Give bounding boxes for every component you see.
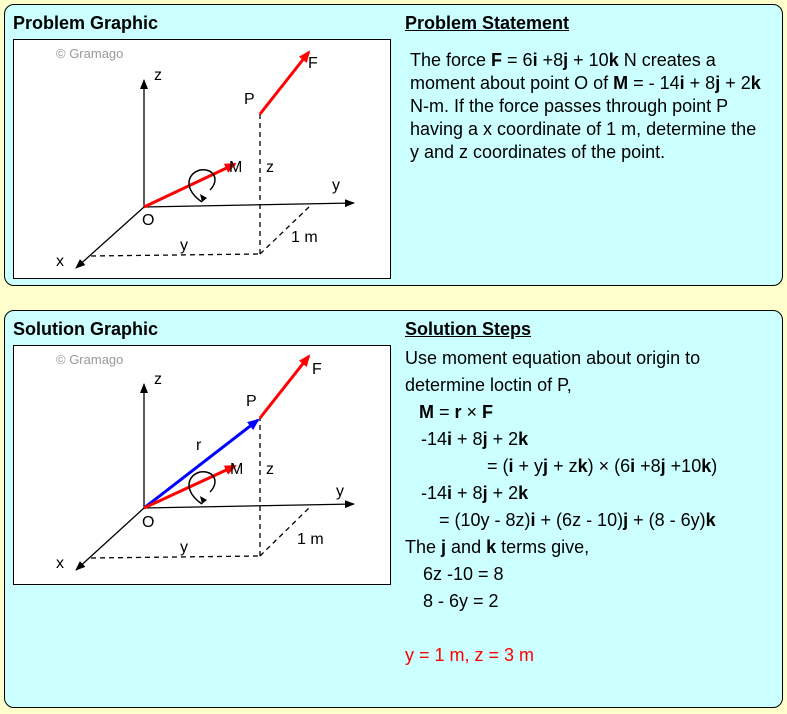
problem-statement-heading: Problem Statement bbox=[405, 13, 570, 33]
problem-graphic-heading: Problem Graphic bbox=[13, 13, 159, 33]
force-vector bbox=[260, 356, 309, 418]
label-moment: M bbox=[229, 159, 243, 176]
x-axis bbox=[76, 508, 144, 570]
label-moment: M bbox=[230, 461, 244, 478]
bold-symbol: j bbox=[543, 456, 549, 476]
solution-panel bbox=[4, 310, 783, 708]
label-x-axis: x bbox=[56, 253, 64, 270]
label-y-dim: y bbox=[180, 237, 188, 254]
text-run: + (6z - 10) bbox=[535, 510, 624, 530]
label-z-axis: z bbox=[154, 67, 162, 84]
bold-symbol: M bbox=[613, 73, 629, 93]
text-run: + 10 bbox=[568, 50, 609, 70]
text-run: 6z -10 = 8 bbox=[423, 564, 504, 584]
bold-symbol: i bbox=[508, 456, 514, 476]
y-axis bbox=[144, 504, 354, 508]
solution-diagram bbox=[14, 346, 390, 584]
text-run: + z bbox=[548, 456, 578, 476]
bold-symbol: k bbox=[577, 456, 588, 476]
text-run: + 2 bbox=[487, 429, 519, 449]
y-axis bbox=[144, 203, 354, 207]
solution-steps-heading: Solution Steps bbox=[405, 319, 531, 339]
label-force: F bbox=[312, 361, 322, 378]
text-run: N-m. If the force passes through point P having a x coordinate of 1 m, determine the y and z coordinates of the point. bbox=[410, 96, 757, 162]
solution-step-line bbox=[405, 345, 780, 372]
bold-symbol: i bbox=[530, 510, 536, 530]
problem-diagram bbox=[14, 40, 390, 278]
text-run: -14 bbox=[421, 429, 448, 449]
answer: y = 1 m, z = 3 m bbox=[405, 645, 535, 665]
solution-graphic-heading: Solution Graphic bbox=[13, 319, 159, 339]
text-run: + 8 bbox=[452, 429, 483, 449]
text-run: +10 bbox=[665, 456, 702, 476]
text-run: +8 bbox=[537, 50, 564, 70]
bold-symbol: j bbox=[563, 50, 569, 70]
label-x-axis: x bbox=[56, 555, 64, 572]
solution-step-line bbox=[405, 372, 780, 399]
text-run: + (8 - 6y) bbox=[628, 510, 706, 530]
text-run: 8 - 6y = 2 bbox=[423, 591, 499, 611]
label-z-axis: z bbox=[154, 371, 162, 388]
solution-steps bbox=[405, 345, 780, 669]
solution-step-line bbox=[405, 561, 780, 588]
label-origin: O bbox=[142, 212, 155, 229]
label-r: r bbox=[196, 437, 202, 454]
label-origin: O bbox=[142, 514, 155, 531]
bold-symbol: F bbox=[482, 402, 494, 422]
bold-symbol: j bbox=[441, 537, 447, 557]
bold-symbol: i bbox=[447, 429, 453, 449]
solution-step-line bbox=[405, 507, 780, 534]
bold-symbol: j bbox=[623, 510, 629, 530]
text-run: ) × (6 bbox=[587, 456, 631, 476]
solution-graphic bbox=[13, 345, 391, 585]
force-vector bbox=[260, 52, 309, 114]
bold-symbol: k bbox=[750, 73, 761, 93]
label-y-axis: y bbox=[336, 483, 344, 500]
solution-step-line bbox=[405, 426, 780, 453]
text-run: -14 bbox=[421, 483, 448, 503]
y-dim-line bbox=[91, 556, 260, 558]
bold-symbol: r bbox=[454, 402, 462, 422]
label-z-dim: z bbox=[266, 461, 274, 478]
solution-step-line bbox=[405, 534, 780, 561]
text-run: + 2 bbox=[487, 483, 519, 503]
problem-panel bbox=[4, 4, 783, 286]
problem-graphic bbox=[13, 39, 391, 279]
solution-step-line bbox=[405, 588, 780, 615]
watermark: © Gramago bbox=[56, 352, 124, 367]
bold-symbol: i bbox=[447, 483, 453, 503]
text-run: N creates a moment about point O of bbox=[410, 50, 716, 93]
text-run: = ( bbox=[487, 456, 509, 476]
solution-step-line bbox=[405, 399, 780, 426]
text-run: and bbox=[446, 537, 487, 557]
text-run: Use moment equation about origin to bbox=[405, 348, 701, 368]
bold-symbol: k bbox=[486, 537, 497, 557]
bold-symbol: j bbox=[482, 483, 488, 503]
bold-symbol: k bbox=[705, 510, 716, 530]
label-z-dim: z bbox=[266, 159, 274, 176]
text-run: determine loctin of P, bbox=[405, 375, 572, 395]
problem-statement bbox=[410, 49, 770, 164]
label-1m: 1 m bbox=[291, 229, 318, 246]
text-run: The bbox=[405, 537, 442, 557]
text-run: The force bbox=[410, 50, 492, 70]
label-1m: 1 m bbox=[297, 531, 324, 548]
text-run: + 8 bbox=[452, 483, 483, 503]
bold-symbol: j bbox=[660, 456, 666, 476]
bold-symbol: j bbox=[715, 73, 721, 93]
text-run: = 6 bbox=[502, 50, 533, 70]
text-run: = (10y - 8z) bbox=[439, 510, 531, 530]
bold-symbol: k bbox=[518, 429, 529, 449]
label-y-dim: y bbox=[180, 539, 188, 556]
solution-step-line bbox=[405, 480, 780, 507]
text-run: = bbox=[434, 402, 455, 422]
bold-symbol: i bbox=[630, 456, 636, 476]
bold-symbol: i bbox=[679, 73, 685, 93]
bold-symbol: k bbox=[518, 483, 529, 503]
bold-symbol: M bbox=[419, 402, 434, 422]
text-run: × bbox=[461, 402, 483, 422]
label-y-axis: y bbox=[332, 177, 340, 194]
bold-symbol: F bbox=[491, 50, 503, 70]
text-run: = - 14 bbox=[628, 73, 680, 93]
bold-symbol: k bbox=[608, 50, 619, 70]
text-run: terms give, bbox=[496, 537, 590, 557]
watermark: © Gramago bbox=[56, 46, 124, 61]
bold-symbol: j bbox=[482, 429, 488, 449]
text-run: + 2 bbox=[720, 73, 751, 93]
label-point-p: P bbox=[246, 393, 257, 410]
x-axis bbox=[76, 207, 144, 268]
text-run: ) bbox=[711, 456, 718, 476]
bold-symbol: i bbox=[532, 50, 538, 70]
text-run: + y bbox=[513, 456, 544, 476]
solution-step-line bbox=[405, 453, 780, 480]
bold-symbol: k bbox=[701, 456, 712, 476]
label-point-p: P bbox=[244, 91, 255, 108]
text-run: +8 bbox=[635, 456, 661, 476]
text-run: + 8 bbox=[684, 73, 716, 93]
label-force: F bbox=[308, 55, 318, 72]
y-dim-line bbox=[91, 254, 260, 256]
